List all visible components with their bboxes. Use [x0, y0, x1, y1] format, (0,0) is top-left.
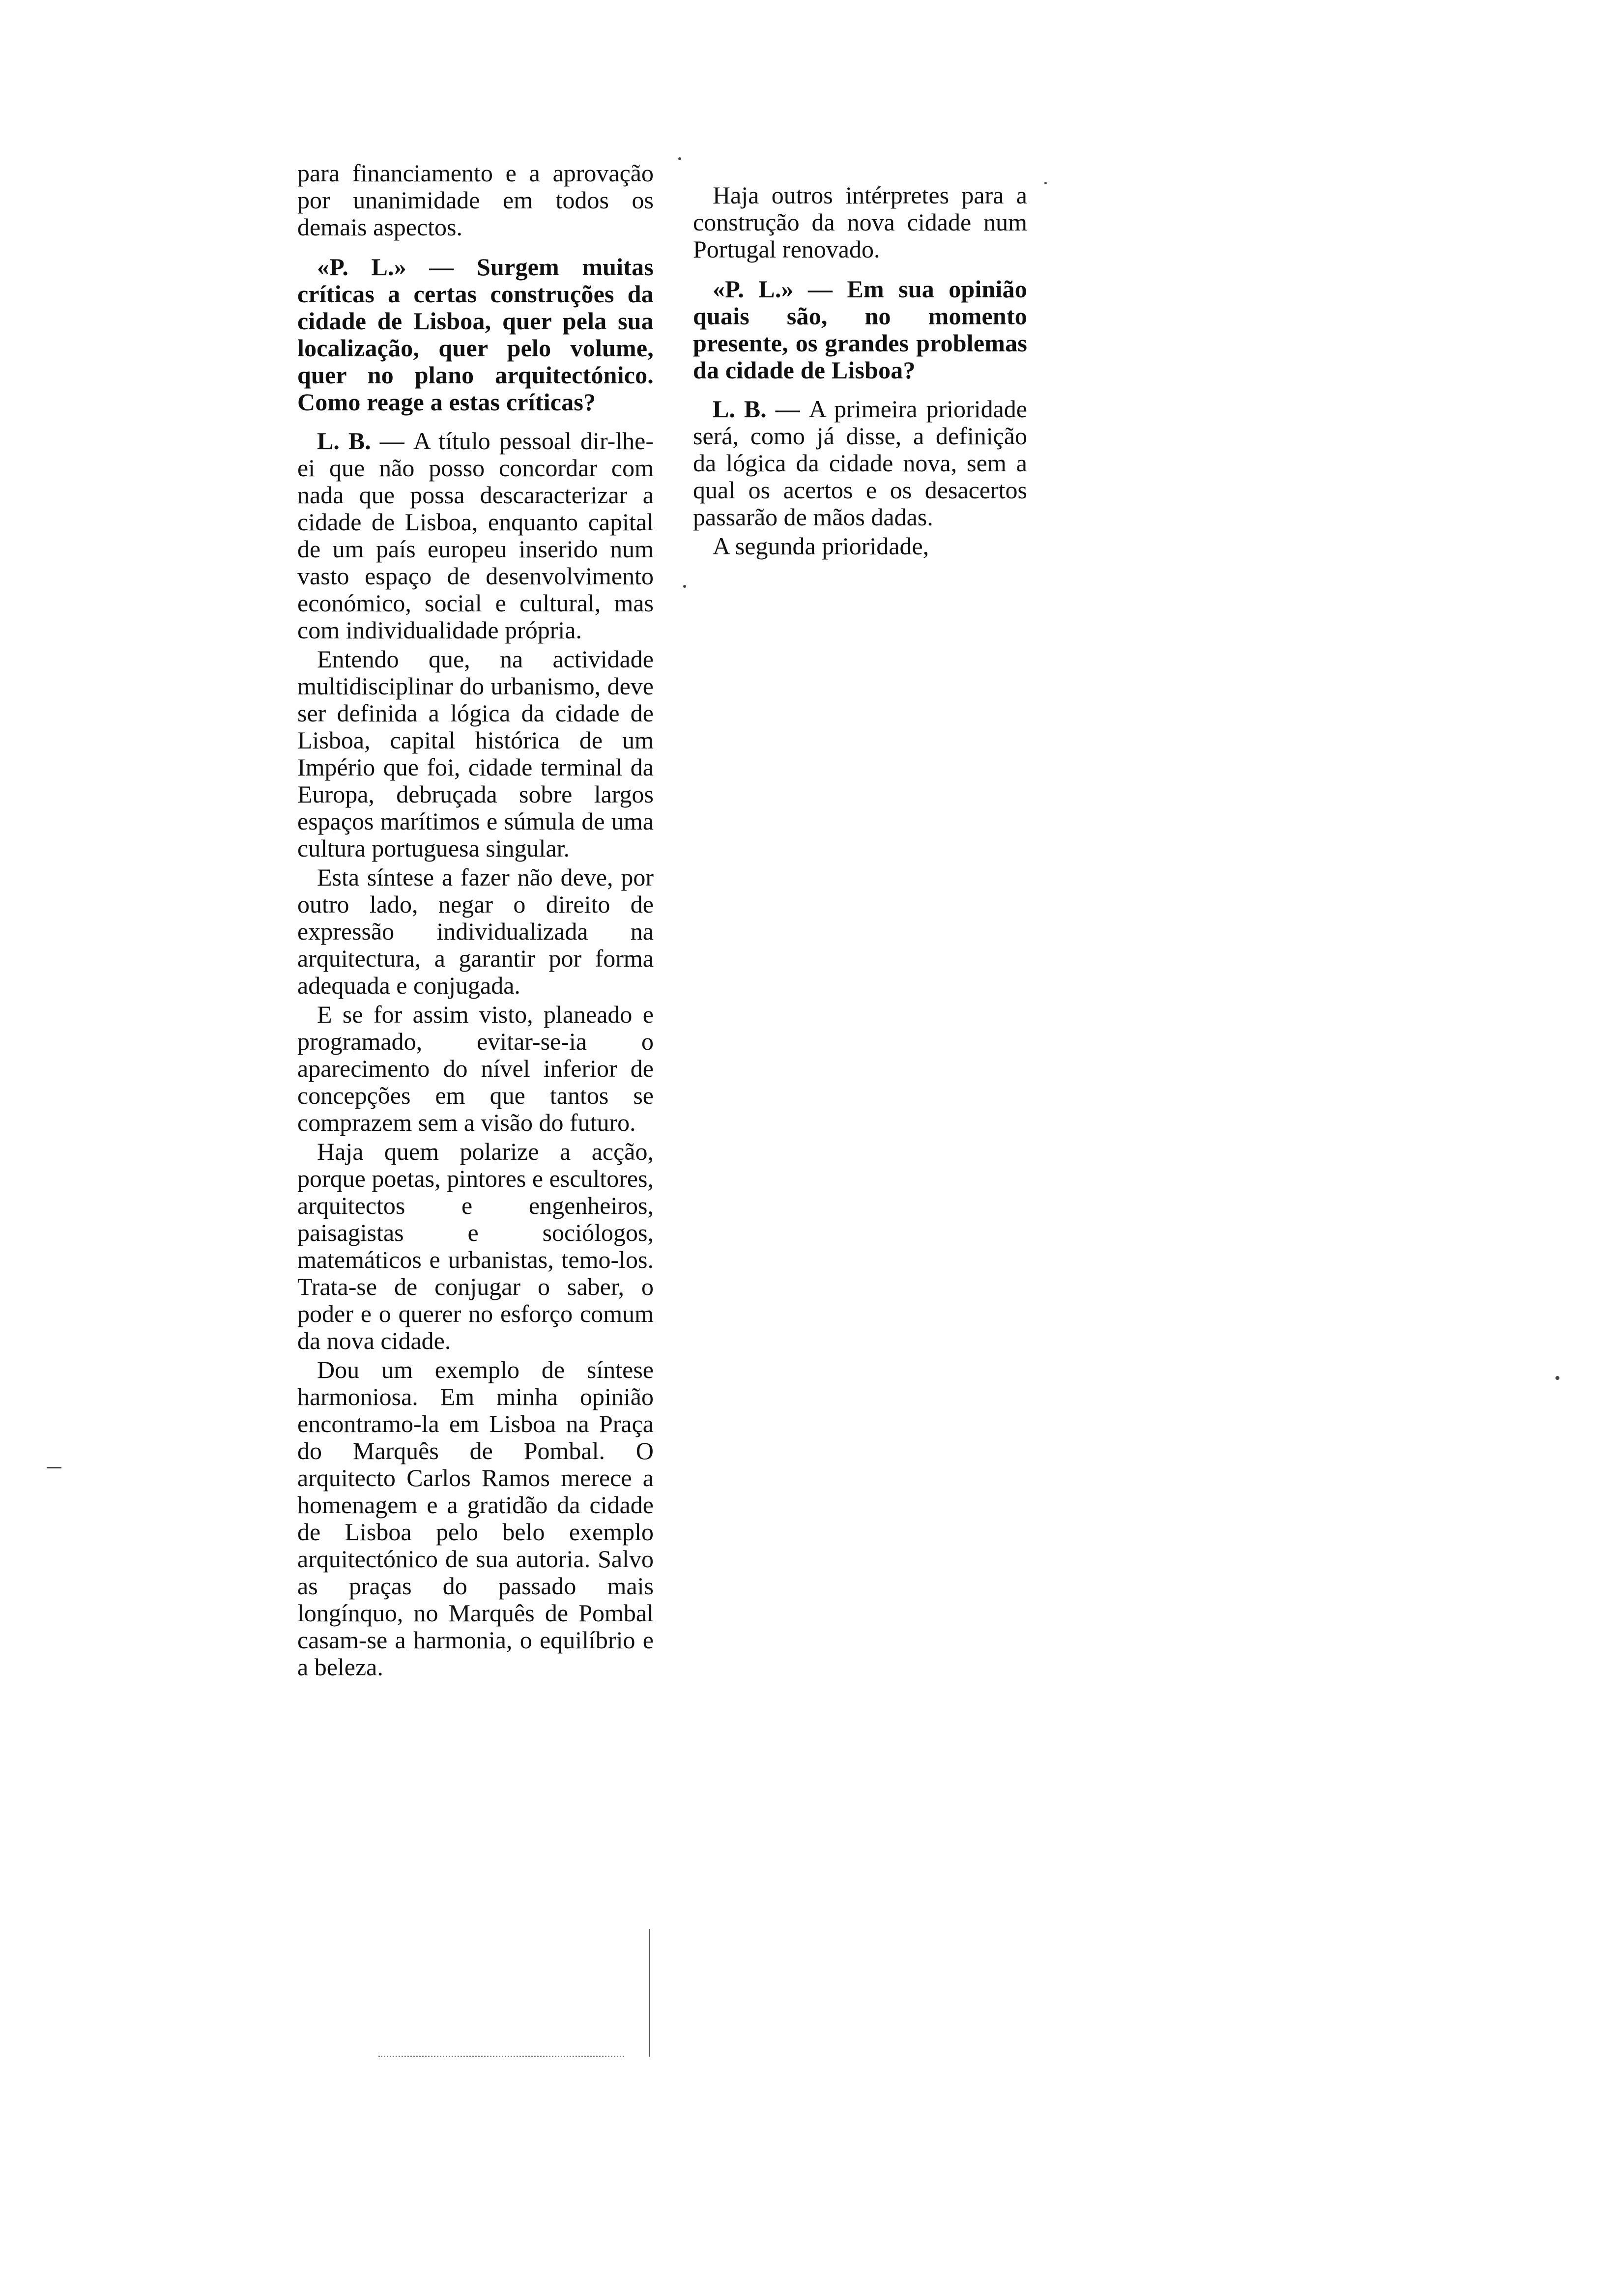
- paragraph-text: Haja quem polarize a acção, porque poetas, pintores e escultores, arquitectos e engenheiros, paisagistas e sociólogos, matemáticos e urbanistas, temo-los. Trata-se de conjugar o saber, o poder e o querer no esforço comum da nova cidade.: [297, 1138, 654, 1354]
- scan-speck: [1044, 182, 1047, 184]
- paragraph-text: Haja outros intérpretes para a construção da nova cidade num Portugal renovado.: [693, 181, 1027, 263]
- paragraph-text: para financiamento e a aprovação por unanimidade em todos os demais aspectos.: [297, 159, 654, 241]
- paragraph-example: [297, 1356, 654, 1681]
- article-right-column: [693, 182, 1027, 560]
- answer-text: A título pessoal dir-lhe-ei que não posso concordar com nada que possa descaracterizar a cidade de Lisboa, enquanto capital de um país europeu inserido num vasto espaço de desenvolvimento económico, social e cultural, mas com individualidade própria.: [297, 427, 654, 644]
- interview-answer: [297, 428, 654, 644]
- paragraph-planning: [297, 1001, 654, 1136]
- article-left-column: [297, 160, 654, 1681]
- scan-speck: [683, 585, 686, 588]
- scan-speck: [47, 1467, 61, 1468]
- paragraph-text: E se for assim visto, planeado e programado, evitar-se-ia o aparecimento do nível inferior de concepções em que tantos se comprazem sem a visão do futuro.: [297, 1001, 654, 1136]
- scan-noise-line: [378, 2056, 624, 2059]
- paragraph-text: Esta síntese a fazer não deve, por outro lado, negar o direito de expressão individualizada na arquitectura, a garantir por forma adequada e conjugada.: [297, 863, 654, 999]
- paragraph-text: A segunda prioridade,: [713, 532, 929, 560]
- paragraph-synthesis: [297, 864, 654, 999]
- column-edge-mark: [649, 1929, 650, 2057]
- question-text: Em sua opinião quais são, no momento presente, os grandes problemas da cidade de Lisboa?: [693, 275, 1027, 384]
- scan-speck: [1555, 1376, 1559, 1380]
- question-text: Surgem muitas críticas a certas construções da cidade de Lisboa, quer pela sua localização, quer pelo volume, quer no plano arquitectónico. Como reage a estas críticas?: [297, 253, 654, 416]
- paragraph-polarize: [297, 1138, 654, 1354]
- answer-speaker-tag: L. B. —: [713, 395, 809, 423]
- interview-question: [297, 254, 654, 416]
- paragraph-text: Dou um exemplo de síntese harmoniosa. Em minha opinião encontramo-la em Lisboa na Praça do Marquês de Pombal. O arquitecto Carlos Ramos merece a homenagem e a gratidão da cidade de Lisboa pelo belo exemplo arquitectónico de sua autoria. Salvo as praças do passado mais longínquo, no Marquês de Pombal casam-se a harmonia, o equilíbrio e a beleza.: [297, 1356, 654, 1681]
- paragraph-second-priority: [693, 533, 1027, 560]
- interview-question: [693, 276, 1027, 384]
- paragraph-urbanism: [297, 646, 654, 862]
- question-speaker-tag: «P. L.» —: [317, 253, 477, 281]
- answer-speaker-tag: L. B. —: [317, 427, 413, 455]
- paragraph-interpreters: [693, 182, 1027, 263]
- scan-speck: [678, 157, 681, 160]
- interview-answer: [693, 396, 1027, 531]
- answer-text: A primeira prioridade será, como já disse, a definição da lógica da cidade nova, sem a qual os acertos e os desacertos passarão de mãos dadas.: [693, 395, 1027, 531]
- paragraph-text: Entendo que, na actividade multidisciplinar do urbanismo, deve ser definida a lógica da cidade de Lisboa, capital histórica de um Império que foi, cidade terminal da Europa, debruçada sobre largos espaços marítimos e súmula de uma cultura portuguesa singular.: [297, 645, 654, 862]
- paragraph-financing: [297, 160, 654, 241]
- question-speaker-tag: «P. L.» —: [713, 275, 847, 303]
